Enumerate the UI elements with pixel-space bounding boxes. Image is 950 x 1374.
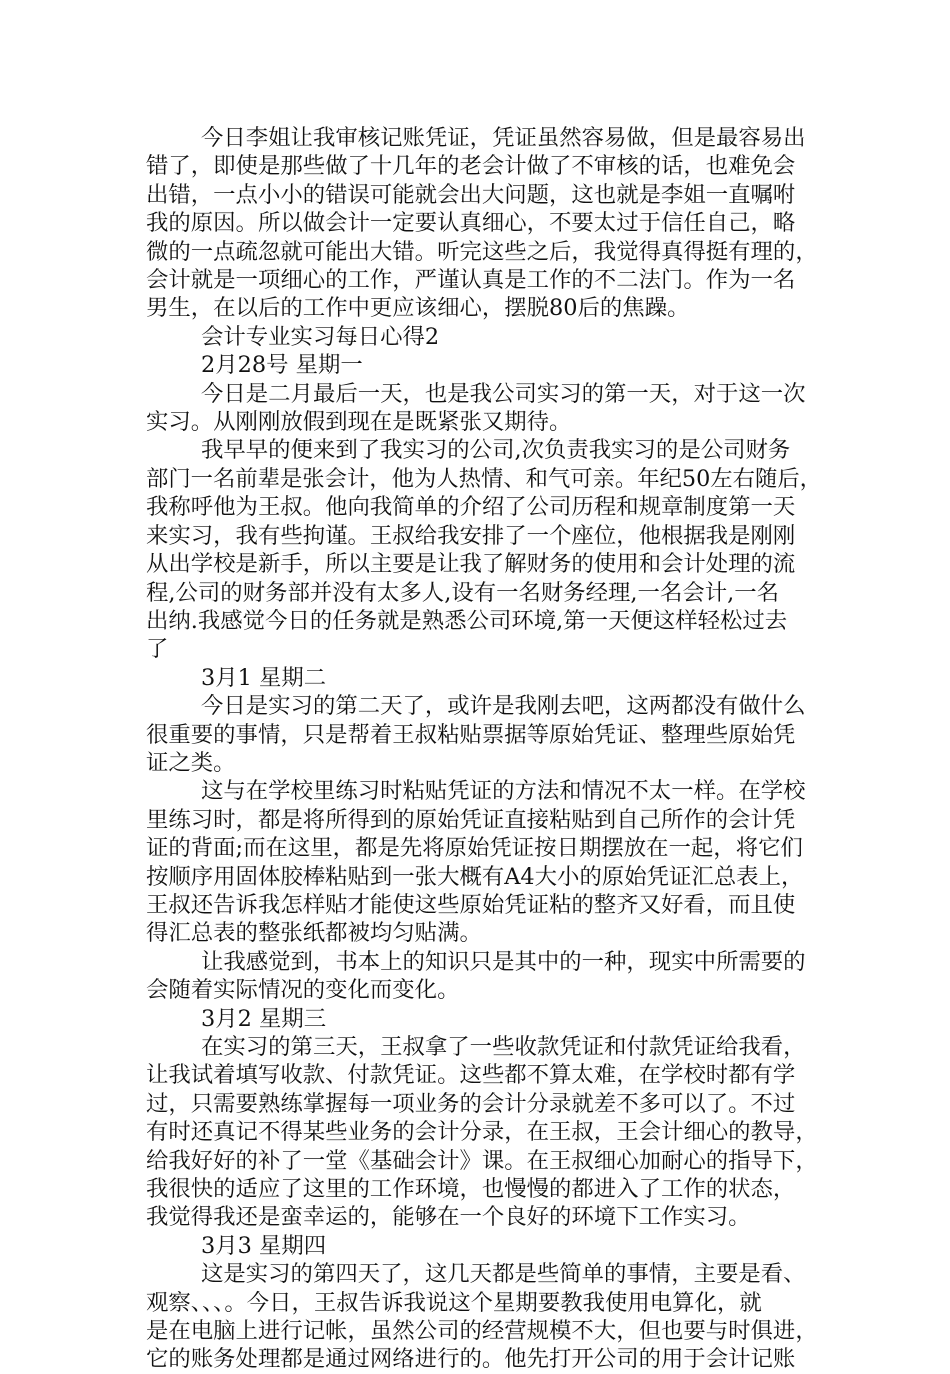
text-line: 我早早的便来到了我实习的公司,次负责我实习的是公司财务 bbox=[201, 437, 791, 464]
text-line: 里练习时，都是将所得到的原始凭证直接粘贴到自己所作的会计凭 bbox=[146, 806, 796, 833]
text-line: 从出学校是新手，所以主要是让我了解财务的使用和会计处理的流 bbox=[146, 551, 796, 578]
text-line: 按顺序用固体胶棒粘贴到一张大概有A4大小的原始凭证汇总表上， bbox=[146, 863, 804, 890]
text-line: 让我试着填写收款、付款凭证。这些都不算太难，在学校时都有学 bbox=[146, 1062, 796, 1089]
text-line: 是在电脑上进行记帐，虽然公司的经营规模不大，但也要与时俱进， bbox=[146, 1318, 818, 1345]
section-heading: 2月28号 星期一 bbox=[201, 352, 363, 379]
text-line: 证之类。 bbox=[146, 749, 236, 776]
text-line: 得汇总表的整张纸都被均匀贴满。 bbox=[146, 920, 482, 947]
text-line: 有时还真记不得某些业务的会计分录，在王叔，王会计细心的教导， bbox=[146, 1119, 818, 1146]
text-line: 来实习，我有些拘谨。王叔给我安排了一个座位，他根据我是刚刚 bbox=[146, 522, 796, 549]
text-line: 我很快的适应了这里的工作环境，也慢慢的都进入了工作的状态， bbox=[146, 1176, 796, 1203]
text-line: 给我好好的补了一堂《基础会计》课。在王叔细心加耐心的指导下， bbox=[146, 1147, 818, 1174]
text-line: 过，只需要熟练掌握每一项业务的会计分录就差不多可以了。不过 bbox=[146, 1090, 796, 1117]
section-heading: 会计专业实习每日心得2 bbox=[201, 323, 440, 350]
text-line: 我的原因。所以做会计一定要认真细心，不要太过于信任自己，略 bbox=[146, 210, 796, 237]
text-line: 证的背面;而在这里，都是先将原始凭证按日期摆放在一起，将它们 bbox=[146, 835, 803, 862]
text-line: 会计就是一项细心的工作，严谨认真是工作的不二法门。作为一名 bbox=[146, 267, 796, 294]
text-line: 错了，即使是那些做了十几年的老会计做了不审核的话，也难免会 bbox=[146, 153, 796, 180]
text-line: 今日是二月最后一天，也是我公司实习的第一天，对于这一次 bbox=[201, 380, 806, 407]
section-heading: 3月2 星期三 bbox=[201, 1005, 327, 1032]
text-line: 今日李姐让我审核记账凭证，凭证虽然容易做，但是最容易出 bbox=[201, 125, 806, 151]
text-line: 在实习的第三天，王叔拿了一些收款凭证和付款凭证给我看， bbox=[201, 1034, 806, 1060]
text-line: 部门一名前辈是张会计，他为人热情、和气可亲。年纪50左右随后， bbox=[146, 465, 822, 492]
text-line: 王叔还告诉我怎样贴才能使这些原始凭证粘的整齐又好看，而且使 bbox=[146, 891, 796, 918]
text-line: 实习。从刚刚放假到现在是既紧张又期待。 bbox=[146, 409, 572, 436]
text-line: 它的账务处理都是通过网络进行的。他先打开公司的用于会计记账 bbox=[146, 1346, 796, 1373]
text-line: 这与在学校里练习时粘贴凭证的方法和情况不太一样。在学校 bbox=[201, 778, 806, 805]
section-heading: 3月3 星期四 bbox=[201, 1232, 327, 1259]
text-line: 微的一点疏忽就可能出大错。听完这些之后，我觉得真得挺有理的， bbox=[146, 238, 818, 265]
text-line: 出纳.我感觉今日的任务就是熟悉公司环境,第一天便这样轻松过去 bbox=[146, 607, 788, 634]
text-line: 很重要的事情，只是帮着王叔粘贴票据等原始凭证、整理些原始凭 bbox=[146, 721, 796, 748]
text-line: 男生，在以后的工作中更应该细心，摆脱80后的焦躁。 bbox=[146, 295, 690, 322]
document-body bbox=[146, 124, 822, 1374]
text-line: 这是实习的第四天了，这几天都是些简单的事情，主要是看、 bbox=[201, 1261, 806, 1288]
text-line: 让我感觉到，书本上的知识只是其中的一种，现实中所需要的 bbox=[201, 948, 806, 975]
text-line: 了 bbox=[146, 636, 169, 663]
text-line: 今日是实习的第二天了，或许是我刚去吧，这两都没有做什么 bbox=[201, 693, 806, 720]
text-line: 观察、、、。今日，王叔告诉我说这个星期要教我使用电算化，就 bbox=[146, 1289, 762, 1316]
text-line: 我觉得我还是蛮幸运的，能够在一个良好的环境下工作实习。 bbox=[146, 1204, 751, 1231]
text-line: 出错，一点小小的错误可能就会出大问题，这也就是李姐一直嘱咐 bbox=[146, 181, 796, 208]
text-line: 我称呼他为王叔。他向我简单的介绍了公司历程和规章制度第一天 bbox=[146, 494, 796, 521]
text-line: 会随着实际情况的变化而变化。 bbox=[146, 977, 460, 1004]
section-heading: 3月1 星期二 bbox=[201, 664, 327, 691]
text-line: 程,公司的财务部并没有太多人,设有一名财务经理,一名会计,一名 bbox=[146, 579, 780, 606]
